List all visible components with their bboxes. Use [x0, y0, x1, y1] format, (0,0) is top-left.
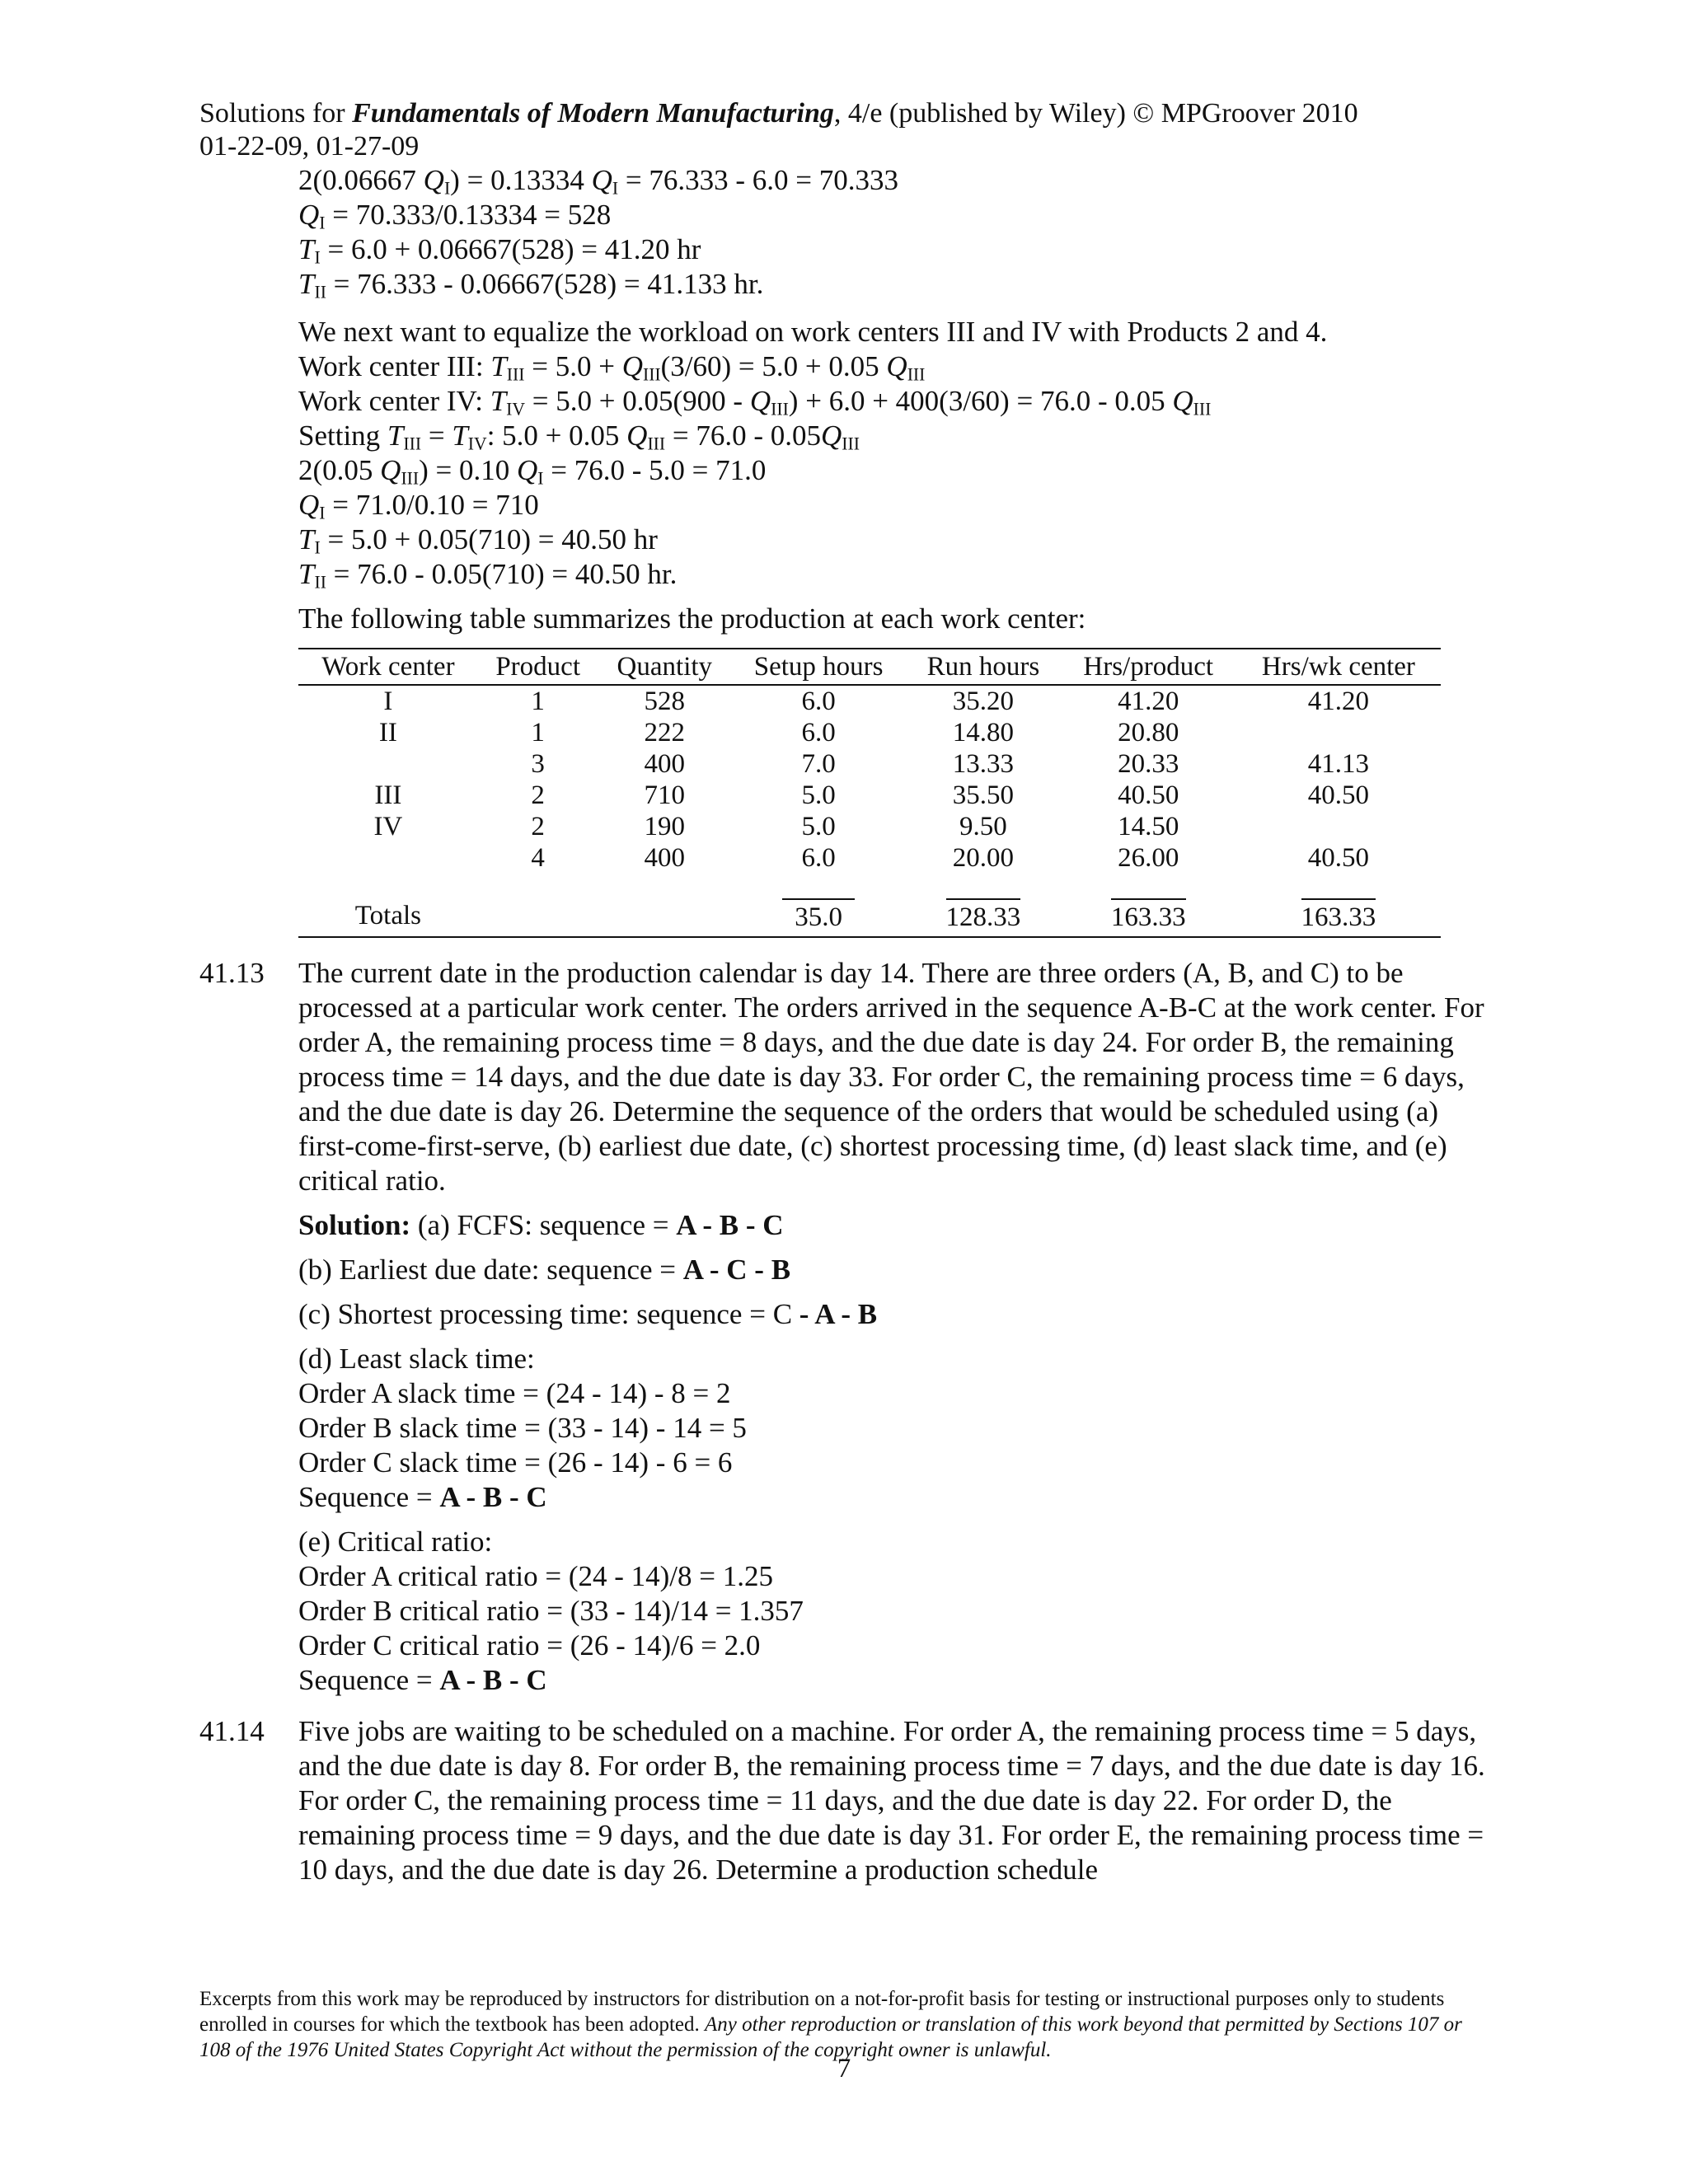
equation-line: 2(0.06667 $Q_I) = 0.13334$ $Q_I = 76.333 - 6.0 = 70.333$	[298, 164, 898, 199]
page-number: 7	[837, 2054, 851, 2083]
column-header: Quantity	[598, 649, 731, 685]
total-setup-hours: 35.0	[782, 898, 855, 933]
column-header: Hrs/product	[1061, 649, 1236, 685]
table-cell: 710	[644, 780, 686, 810]
equation-line: $T_I = 6.0 + 0.06667(528) = 41.20$ hr	[298, 233, 701, 268]
table-cell: 35.50	[952, 780, 1015, 810]
table-cell: 40.50	[1118, 780, 1179, 810]
calc-block-1	[298, 163, 1485, 302]
problem-41-14	[199, 1714, 1485, 1887]
table-cell: 7.0	[801, 749, 836, 779]
table-cell: 222	[644, 718, 686, 748]
table-cell: 1	[531, 718, 545, 748]
equation-line: 2(0.05 $Q_{III}) = 0.10$ $Q_I = 76.0 - 5.0 = 71.0$	[298, 454, 767, 489]
column-header: Product	[478, 649, 598, 685]
table-cell: 5.0	[801, 780, 836, 810]
table-cell: II	[378, 718, 397, 748]
solution-b: (b) Earliest due date: sequence = A - C - B	[298, 1254, 791, 1286]
problem-41-13	[199, 956, 1485, 1698]
header-suffix: , 4/e (published by Wiley) © MPGroover 2010	[833, 98, 1358, 129]
table-cell	[298, 748, 478, 780]
solution-a: Solution: (a) FCFS: sequence = A - B - C	[298, 1209, 784, 1241]
equation-line: Setting $T_{III} = T_{IV}$: 5.0 + 0.05 $Q_{III} = 76.0 - 0.05Q_{III}$	[298, 419, 860, 454]
table-cell: 1	[531, 687, 545, 716]
table-cell: 190	[644, 812, 686, 841]
production-table	[298, 648, 1441, 938]
table-cell: I	[383, 687, 393, 716]
table-cell	[298, 842, 478, 874]
header-dates: 01-22-09, 01-27-09	[199, 131, 420, 162]
equation-line: $T_{II} = 76.333 - 0.06667(528) = 41.133$ hr.	[298, 268, 764, 302]
table-cell: 3	[531, 749, 545, 779]
table-cell: 35.20	[952, 687, 1015, 716]
table-cell: 20.00	[952, 843, 1015, 873]
table-cell: 40.50	[1307, 780, 1370, 810]
total-run-hours: 128.33	[946, 898, 1021, 933]
totals-label: Totals	[298, 898, 478, 937]
table-cell: 9.50	[959, 812, 1007, 841]
table-row	[298, 780, 1441, 811]
column-header: Run hours	[906, 649, 1060, 685]
copyright-footer	[199, 1986, 1485, 2063]
equation-line: $T_I = 5.0 + 0.05(710) = 40.50$ hr	[298, 523, 658, 558]
table-cell: 5.0	[801, 812, 836, 841]
table-cell	[1236, 717, 1441, 748]
column-header: Setup hours	[731, 649, 906, 685]
solution-e: (e) Critical ratio: Order A critical ratio = (24 - 14)/8 = 1.25 Order B critical ratio = (33 - 14)/14 = 1.357 Order C critical ratio = (26 - 14)/6 = 2.0 Sequence = A - B - C	[298, 1526, 804, 1696]
page-header	[199, 97, 1358, 163]
table-cell: 6.0	[801, 687, 836, 716]
book-title: Fundamentals of Modern Manufacturing	[352, 98, 834, 129]
table-cell: 13.33	[952, 749, 1015, 779]
table-row	[298, 842, 1441, 874]
table-row	[298, 717, 1441, 748]
table-intro: The following table summarizes the production at each work center:	[298, 602, 1086, 635]
total-hrs-wk-center: 163.33	[1301, 898, 1376, 933]
document-body	[199, 163, 1485, 1887]
header-prefix: Solutions for	[199, 98, 353, 129]
table-cell: 41.13	[1307, 749, 1370, 779]
table-cell: 2	[531, 780, 545, 810]
problem-statement: Five jobs are waiting to be scheduled on a machine. For order A, the remaining process time = 5 days, and the due date is day 8. For order B, the remaining process time = 7 days, and the due date is day 16. For order C, the remaining process time = 11 days, and the due date is day 22. For order D, the remaining process time = 9 days, and the due date is day 31. For order E, the remaining process time = 10 days, and the due date is day 26. Determine a production schedule	[298, 1715, 1485, 1886]
problem-number: 41.13	[199, 957, 265, 989]
table-cell: 26.00	[1118, 843, 1179, 873]
table-cell: 40.50	[1307, 843, 1370, 873]
equation-line: $Q_I = 70.333/0.13334 = 528$	[298, 199, 612, 233]
equation-line: Work center IV: $T_{IV} = 5.0 + 0.05(900 - Q_{III}) + 6.0 + 400(3/60) = 76.0 - 0.05$ $Q_{III}$	[298, 385, 1212, 419]
table-cell: 400	[644, 843, 686, 873]
intro-text: We next want to equalize the workload on work centers III and IV with Products 2 and 4.	[298, 316, 1328, 348]
table-row	[298, 811, 1441, 842]
table-cell: IV	[373, 812, 403, 841]
table-cell: III	[374, 780, 402, 810]
table-row	[298, 748, 1441, 780]
footer-notice: Excerpts from this work may be reproduced by instructors for distribution on a not-for-profit basis for testing or instructional purposes only to students enrolled in courses for which the textbook has been adopted.	[199, 1988, 1445, 2036]
table-cell	[1236, 811, 1441, 842]
table-cell: 41.20	[1307, 687, 1370, 716]
problem-number: 41.14	[199, 1715, 265, 1747]
table-cell: 14.50	[1118, 812, 1179, 841]
table-header-row	[298, 649, 1441, 685]
table-cell: 6.0	[801, 718, 836, 748]
table-cell: 4	[531, 843, 545, 873]
equation-line: $Q_I = 71.0/0.10 = 710$	[298, 489, 539, 523]
table-cell: 14.80	[952, 718, 1015, 748]
column-header: Hrs/wk center	[1236, 649, 1441, 685]
solution-d: (d) Least slack time: Order A slack time = (24 - 14) - 8 = 2 Order B slack time = (33 - 14) - 14 = 5 Order C slack time = (26 - 14) - 6 = 6 Sequence = A - B - C	[298, 1343, 747, 1513]
table-cell: 41.20	[1118, 687, 1179, 716]
equation-line: Work center III: $T_{III} = 5.0 + Q_{III}(3/60) = 5.0 + 0.05$ $Q_{III}$	[298, 350, 926, 385]
footer-notice-italic: Any other reproduction or translation of this work beyond that permitted by Sections 107 or 108 of the 1976 United States Copyright Act without the permission of the copyright owner is unlawful.	[199, 2013, 1462, 2061]
totals-row	[298, 898, 1441, 937]
solution-c: (c) Shortest processing time: sequence = C - A - B	[298, 1298, 878, 1330]
calc-block-2	[298, 315, 1485, 592]
table-cell: 20.80	[1118, 718, 1179, 748]
table-row	[298, 685, 1441, 717]
column-header: Work center	[298, 649, 478, 685]
table-cell: 528	[644, 687, 686, 716]
table-cell: 2	[531, 812, 545, 841]
problem-statement: The current date in the production calendar is day 14. There are three orders (A, B, and C) to be processed at a particular work center. The orders arrived in the sequence A-B-C at the work center. For order A, the remaining process time = 8 days, and the due date is day 24. For order B, the remaining process time = 14 days, and the due date is day 33. For order C, the remaining process time = 6 days, and the due date is day 26. Determine the sequence of the orders that would be scheduled using (a) first-come-first-serve, (b) earliest due date, (c) shortest processing time, (d) least slack time, and (e) critical ratio.	[298, 957, 1484, 1197]
total-hrs-product: 163.33	[1111, 898, 1186, 933]
equation-line: $T_{II} = 76.0 - 0.05(710) = 40.50$ hr.	[298, 558, 678, 593]
table-cell: 6.0	[801, 843, 836, 873]
table-cell: 400	[644, 749, 686, 779]
table-cell: 20.33	[1118, 749, 1179, 779]
